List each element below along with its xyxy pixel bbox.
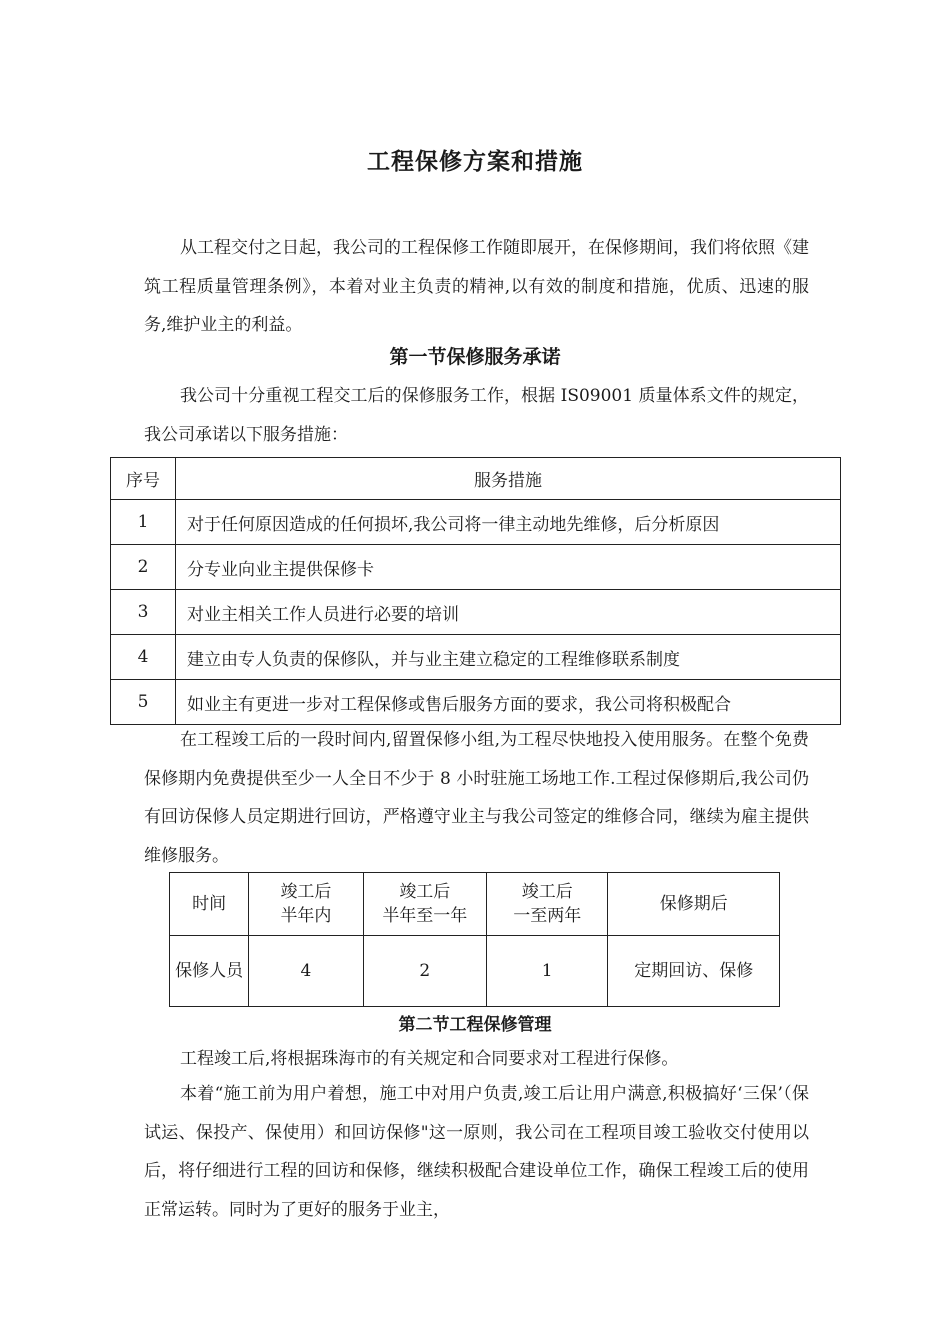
header-line: 半年至一年 <box>382 906 468 926</box>
cell-value: 4 <box>249 936 363 1007</box>
section2-heading: 第二节工程保修管理 <box>398 1015 552 1035</box>
document-title: 工程保修方案和措施 <box>367 148 583 175</box>
header-measure: 服务措施 <box>176 458 841 500</box>
header-after-warranty: 保修期后 <box>608 873 780 936</box>
header-half-to-one-year <box>363 873 486 936</box>
header-line: 一至两年 <box>513 906 582 926</box>
table-row <box>111 500 841 545</box>
row-label: 保修人员 <box>170 936 249 1007</box>
row-number: 3 <box>111 590 176 635</box>
header-line: 半年内 <box>280 906 332 926</box>
header-line: 竣工后 <box>399 882 451 902</box>
table-row <box>111 590 841 635</box>
cell-value: 1 <box>487 936 608 1007</box>
row-text: 建立由专人负责的保修队，并与业主建立稳定的工程维修联系制度 <box>176 635 841 680</box>
row-text: 对于任何原因造成的任何损坏,我公司将一律主动地先维修，后分析原因 <box>176 500 841 545</box>
row-text: 对业主相关工作人员进行必要的培训 <box>176 590 841 635</box>
row-number: 1 <box>111 500 176 545</box>
table-row <box>111 680 841 725</box>
row-text: 如业主有更进一步对工程保修或售后服务方面的要求，我公司将积极配合 <box>176 680 841 725</box>
cell-value: 2 <box>363 936 486 1007</box>
section2-paragraph-1: 工程竣工后,将根据珠海市的有关规定和合同要求对工程进行保修。 <box>180 1049 679 1069</box>
header-line: 竣工后 <box>280 882 332 902</box>
row-number: 5 <box>111 680 176 725</box>
intro-paragraph: 从工程交付之日起，我公司的工程保修工作随即展开，在保修期间，我们将依照《建筑工程质量管理条例》，本着对业主负责的精神,以有效的制度和措施，优质、迅速的服务,维护业主的利益。 <box>144 238 809 335</box>
table-row <box>170 936 780 1007</box>
cell-value: 定期回访、保修 <box>608 936 780 1007</box>
section1-paragraph: 我公司十分重视工程交工后的保修服务工作，根据 IS09001 质量体系文件的规定，我公司承诺以下服务措施： <box>144 386 809 445</box>
section2-paragraph-2: 本着“施工前为用户着想，施工中对用户负责,竣工后让用户满意,积极搞好‘三保’（保试运、保投产、保使用）和回访保修"这一原则，我公司在工程项目竣工验收交付使用以后，将仔细进行工程的回访和保修，继续积极配合建设单位工作，确保工程竣工后的使用正常运转。同时为了更好的服务于业主， <box>144 1084 809 1220</box>
section1-heading: 第一节保修服务承诺 <box>389 346 561 368</box>
table-row <box>111 545 841 590</box>
row-number: 2 <box>111 545 176 590</box>
aftercare-paragraph: 在工程竣工后的一段时间内,留置保修小组,为工程尽快地投入使用服务。在整个免费保修期内免费提供至少一人全日不少于 8 小时驻施工场地工作.工程过保修期后,我公司仍有回访保修人员定期进行回访，严格遵守业主与我公司签定的维修合同，继续为雇主提供维修服务。 <box>144 730 809 866</box>
header-seq: 序号 <box>111 458 176 500</box>
header-time: 时间 <box>170 873 249 936</box>
table-header-row <box>111 458 841 500</box>
header-one-to-two-years <box>487 873 608 936</box>
row-number: 4 <box>111 635 176 680</box>
header-line: 竣工后 <box>521 882 573 902</box>
header-half-year <box>249 873 363 936</box>
row-text: 分专业向业主提供保修卡 <box>176 545 841 590</box>
table-header-row <box>170 873 780 936</box>
table-row <box>111 635 841 680</box>
service-measures-table <box>110 457 841 725</box>
staffing-schedule-table <box>169 872 780 1007</box>
